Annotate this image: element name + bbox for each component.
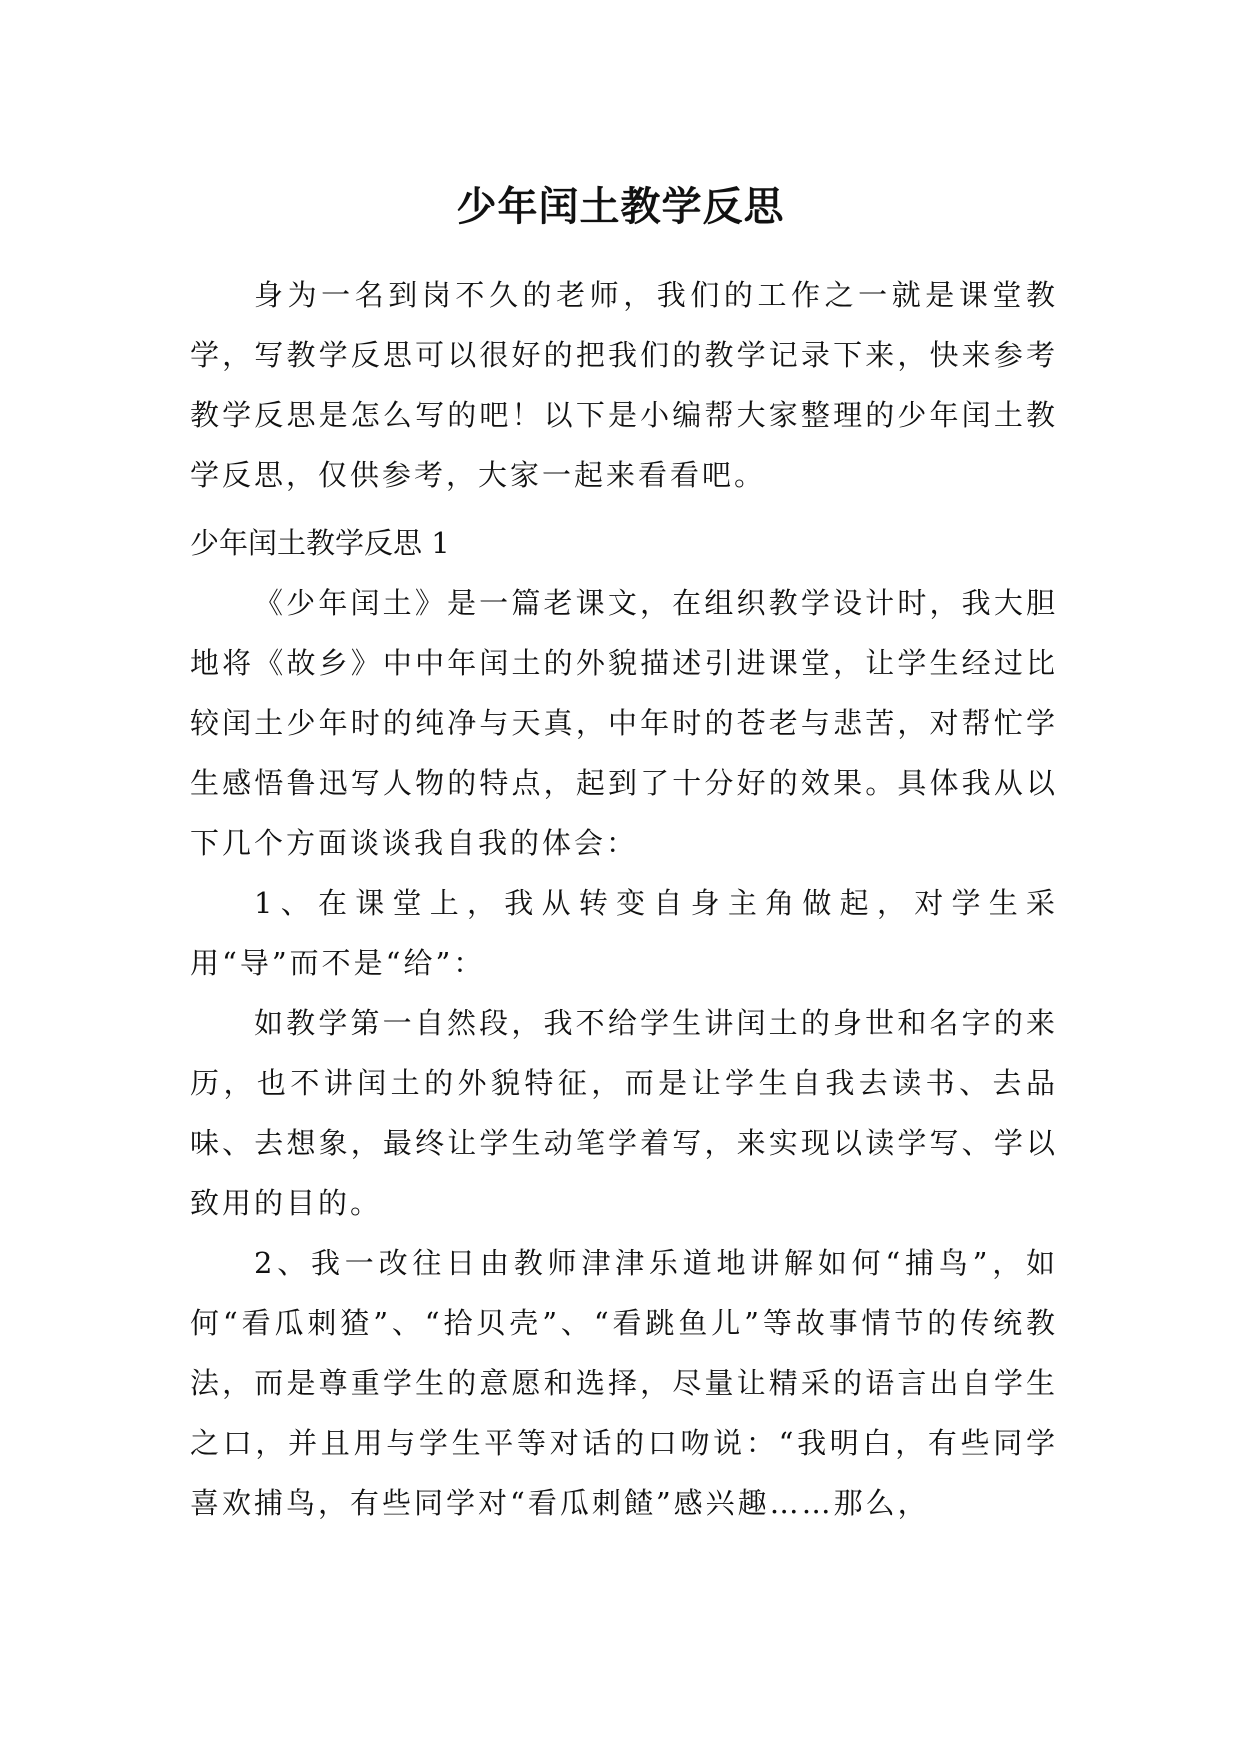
section-heading: 少年闰土教学反思 1 [190, 526, 450, 560]
body-paragraph: 1、在课堂上，我从转变自身主角做起，对学生采用“导”而不是“给”： [190, 886, 1058, 980]
body-paragraph: 《少年闰土》是一篇老课文，在组织教学设计时，我大胆地将《故乡》中中年闰土的外貌描述引进课堂，让学生经过比较闰土少年时的纯净与天真，中年时的苍老与悲苦，对帮忙学生感悟鲁迅写人物的特点，起到了十分好的效果。具体我从以下几个方面谈谈我自我的体会： [190, 586, 1058, 860]
body-paragraph: 如教学第一自然段，我不给学生讲闰土的身世和名字的来历，也不讲闰土的外貌特征，而是让学生自我去读书、去品味、去想象，最终让学生动笔学着写，来实现以读学写、学以致用的目的。 [190, 1006, 1058, 1220]
document-title: 少年闰土教学反思 [456, 183, 785, 230]
body-paragraph: 2、我一改往日由教师津津乐道地讲解如何“捕鸟”，如何“看瓜刺猹”、“拾贝壳”、“看跳鱼儿”等故事情节的传统教法，而是尊重学生的意愿和选择，尽量让精采的语言出自学生之口，并且用与学生平等对话的口吻说：“我明白，有些同学喜欢捕鸟，有些同学对“看瓜刺餷”感兴趣……那么， [190, 1246, 1058, 1520]
intro-paragraph: 身为一名到岗不久的老师，我们的工作之一就是课堂教学，写教学反思可以很好的把我们的教学记录下来，快来参考教学反思是怎么写的吧！以下是小编帮大家整理的少年闰土教学反思，仅供参考，大家一起来看看吧。 [190, 278, 1058, 492]
